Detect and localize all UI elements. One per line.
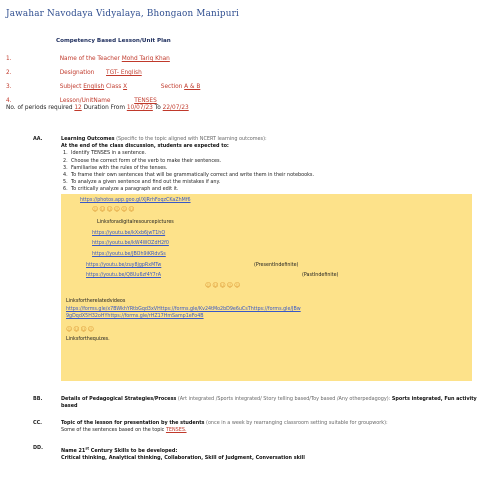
- duration-label: Duration From: [83, 105, 125, 111]
- video-link-1[interactable]: https://youtu.be/kXxb6jwT1hQ: [92, 231, 166, 236]
- periods-value: 12: [74, 105, 82, 111]
- quizzes-label: Linksforthequizes.: [66, 337, 110, 342]
- list-item: 1. Identify TENSES in a sentence.: [63, 150, 147, 157]
- duration-to: 22/07/23: [162, 105, 189, 111]
- field-label: Subject: [59, 84, 82, 90]
- section-title: Name 21st Century Skills to be developed:: [61, 446, 178, 454]
- video-note-past: (PastIndefinite): [302, 273, 339, 278]
- photos-link[interactable]: https://photos.app.goo.gl/XJRrhFoqzCKaZhMf6: [80, 198, 191, 203]
- school-name: Jawahar Navodaya Vidyalaya, Bhongaon Manipuri: [6, 9, 240, 19]
- teacher-fields: [6, 55, 200, 111]
- field-subject: [6, 83, 200, 97]
- field-label: Name of the Teacher: [59, 56, 120, 62]
- section-presentation-topic: [33, 420, 481, 434]
- periods-label: No. of periods required: [6, 105, 73, 111]
- topic-line: Some of the sentences based on the topic: [61, 427, 165, 434]
- class-label: Class: [105, 84, 122, 90]
- videos-label: Linksfortherelatedvideos: [66, 299, 126, 304]
- list-item: 6. To critically analyze a paragraph and edit it.: [63, 186, 179, 193]
- lesson-value: TENSES: [134, 98, 157, 104]
- field-num: 2.: [6, 70, 12, 76]
- section-number: CC.: [33, 420, 43, 426]
- video-link-5[interactable]: https://youtu.be/Q8Uu6zf4Y7rA: [86, 273, 161, 278]
- section-number: BB.: [33, 396, 43, 402]
- section-number: AA.: [33, 136, 43, 142]
- pictures-label: Linksforadigitalresourcepictures: [97, 220, 174, 225]
- field-designation: [6, 69, 200, 83]
- emoji-row: ☺☺☺☺☺☺: [92, 206, 136, 213]
- field-num: 1.: [6, 56, 12, 62]
- duration-to-label: To: [154, 105, 161, 111]
- class-value: X: [123, 84, 128, 90]
- video-link-4[interactable]: https://youtu.be/zuy8jgpRxMTw: [86, 263, 162, 268]
- section-learning-outcomes: [33, 136, 481, 194]
- list-item: 5. To analyze a given sentence and find out the mistakes if any.: [63, 179, 221, 186]
- section-label: Section: [160, 84, 183, 90]
- plan-title: Competency Based Lesson/Unit Plan: [56, 38, 171, 44]
- pedagogy-value: Sports integrated, Fun activity based: [61, 396, 477, 410]
- section-note: (Specific to the topic aligned with NCERT learning outcomes):: [116, 136, 267, 142]
- skills-value: Critical thinking, Analytical thinking, Collaboration, Skill of Judgment, Conversation skill: [61, 454, 305, 461]
- emoji-row: ☺☺☺☺: [66, 326, 96, 333]
- objectives-list: [61, 150, 481, 193]
- section-title: Details of Pedagogical Strategies/Process: [61, 396, 177, 402]
- teacher-name-value: Mohd Tariq Khan: [121, 56, 170, 62]
- section-note: (Art integrated /Sports integrated/ Story telling based/Toy based /Any otherpedagogy):: [177, 396, 391, 402]
- subject-value: English: [83, 84, 105, 90]
- section-number: DD.: [33, 445, 43, 451]
- designation-value: TGT- English: [106, 70, 142, 76]
- field-teacher: [6, 55, 200, 69]
- video-link-3[interactable]: https://youtu.be/JBOh9iKRdvSs: [92, 252, 166, 257]
- list-item: 3. Familiarise with the rules of the tenses.: [63, 164, 168, 171]
- field-num: 3.: [6, 84, 12, 90]
- field-num: 4.: [6, 98, 12, 104]
- section-title: Learning Outcomes: [61, 136, 115, 142]
- section-pedagogy: [33, 396, 486, 410]
- video-note-present: (PresentIndefinite): [254, 263, 299, 268]
- objectives-intro: At the end of the class discussion, students are expected to:: [61, 143, 229, 150]
- field-label: Lesson/UnitName: [59, 98, 111, 104]
- duration-from: 10/07/23: [126, 105, 153, 111]
- section-note: (once in a week by rearranging classroom setting suitable for groupwork):: [206, 420, 388, 426]
- field-label: Designation: [59, 70, 95, 76]
- topic-link[interactable]: TENSES.: [165, 427, 187, 434]
- field-periods: [6, 105, 189, 111]
- section-value: A & B: [184, 84, 201, 90]
- section-title: Topic of the lesson for presentation by the students: [61, 420, 205, 426]
- emoji-row: ☺☺☺☺☺: [205, 282, 242, 289]
- list-item: 4. To frame their own sentences that will be grammatically correct and write them in their notebooks.: [63, 172, 315, 179]
- section-skills: [33, 445, 481, 462]
- list-item: 2. Choose the correct form of the verb to make their sentences.: [63, 157, 222, 164]
- video-link-2[interactable]: https://youtu.be/kW4WOZdH2f0: [92, 241, 169, 246]
- forms-links[interactable]: https://forms.gle/x7BWkhYRtbGqd3xVHttps://forms.gle/Kv24tMo2bD9e6uCsThttps://forms.gle/JBw 9gDqdX5H32oHYhttps://forms.gle/rHZ17HmSamp1eFo4B: [66, 307, 301, 319]
